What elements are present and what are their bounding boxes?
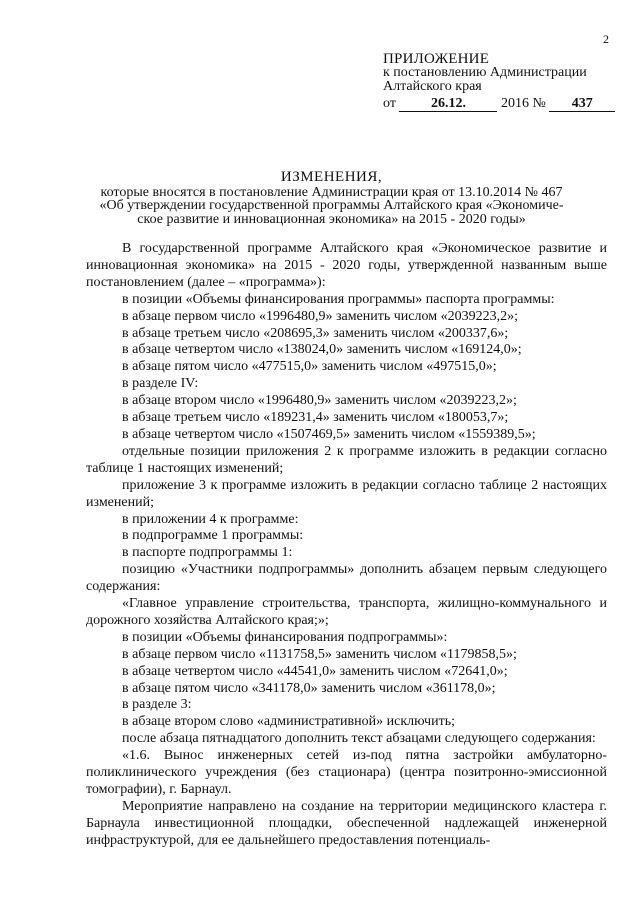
paragraph: в абзаце втором число «1996480,9» заменить числом «2039223,2»; <box>122 393 517 409</box>
paragraph: в позиции «Объемы финансирования подпрограммы»: <box>122 629 448 645</box>
appendix-title: ПРИЛОЖЕНИЕ <box>383 51 490 67</box>
document-subtitle-1: которые вносятся в постановление Администрации края от 13.10.2014 № 467 <box>100 184 563 200</box>
paragraph: в абзаце четвертом число «1507469,5» заменить числом «1559389,5»; <box>122 426 536 442</box>
paragraph: в абзаце первом число «1131758,5» заменить числом «1179858,5»; <box>122 646 517 662</box>
paragraph: в подпрограмме 1 программы: <box>122 528 304 544</box>
paragraph: в абзаце четвертом число «138024,0» заменить числом «169124,0»; <box>122 342 522 358</box>
paragraph: в абзаце третьем число «208695,3» заменить числом «200337,6»; <box>122 325 509 341</box>
document-subtitle-2: «Об утверждении государственной программы Алтайского края «Экономиче- <box>99 198 564 213</box>
paragraph: в абзаце четвертом число «44541,0» заменить числом «72641,0»; <box>122 663 508 679</box>
paragraph: в паспорте подпрограммы 1: <box>122 545 293 561</box>
document-body <box>86 241 607 850</box>
appendix-date-line <box>383 97 623 112</box>
document-number: 437 <box>549 97 615 112</box>
document-subtitle-3: ское развитие и инновационная экономика» на 2015 - 2020 годы» <box>137 211 526 227</box>
document-title: ИЗМЕНЕНИЯ, <box>280 169 383 185</box>
paragraph: приложение 3 к программе изложить в редакции согласно таблице 2 настоящих изменений; <box>86 477 607 510</box>
page-number: 2 <box>603 32 609 46</box>
paragraph: в абзаце первом число «1996480,9» заменить числом «2039223,2»; <box>122 308 518 324</box>
paragraph: в абзаце пятом число «341178,0» заменить числом «361178,0»; <box>122 680 496 696</box>
paragraph: в абзаце пятом число «477515,0» заменить числом «497515,0»; <box>122 359 497 375</box>
appendix-line-2: Алтайского края <box>383 79 482 94</box>
paragraph: позицию «Участники подпрограммы» дополнить абзацем первым следующего содержания: <box>86 562 607 595</box>
appendix-block <box>383 52 623 112</box>
paragraph: в абзаце третьем число «189231,4» заменить числом «180053,7»; <box>122 410 509 426</box>
paragraph: отдельные позиции приложения 2 к программе изложить в редакции согласно таблице 1 настоящих изменений; <box>86 443 607 476</box>
appendix-line-1: к постановлению Администрации <box>383 65 587 80</box>
paragraph: Мероприятие направлено на создание на территории медицинского кластера г. Барнаула инвестиционной площадки, обеспеченной надлежащей инженерной инфраструктурой, для ее дальнейшего предоставления потенциаль- <box>86 798 607 848</box>
date-value: 26.12. <box>399 97 497 112</box>
paragraph: В государственной программе Алтайского края «Экономическое развитие и инновационная экономика» на 2015 - 2020 годы, утвержденной названным выше постановлением (далее – «программа»): <box>86 241 607 290</box>
paragraph: в позиции «Объемы финансирования программы» паспорта программы: <box>122 291 555 307</box>
paragraph: «Главное управление строительства, транспорта, жилищно-коммунального и дорожного хозяйства Алтайского края;»; <box>86 596 607 628</box>
paragraph: «1.6. Вынос инженерных сетей из-под пятна застройки амбулаторно-поликлинического учреждения (без стационара) (центра позитронно-эмиссионной томографии), г. Барнаул. <box>86 748 607 797</box>
document-header <box>80 171 583 226</box>
paragraph: в разделе 3: <box>122 697 192 713</box>
paragraph: в абзаце втором слово «административной» исключить; <box>122 714 455 730</box>
year-and-number-label: 2016 № <box>500 96 546 111</box>
paragraph: в разделе IV: <box>122 376 199 392</box>
paragraph: в приложении 4 к программе: <box>122 511 299 527</box>
paragraph: после абзаца пятнадцатого дополнить текст абзацами следующего содержания: <box>122 731 596 747</box>
date-prefix: от <box>383 96 396 111</box>
